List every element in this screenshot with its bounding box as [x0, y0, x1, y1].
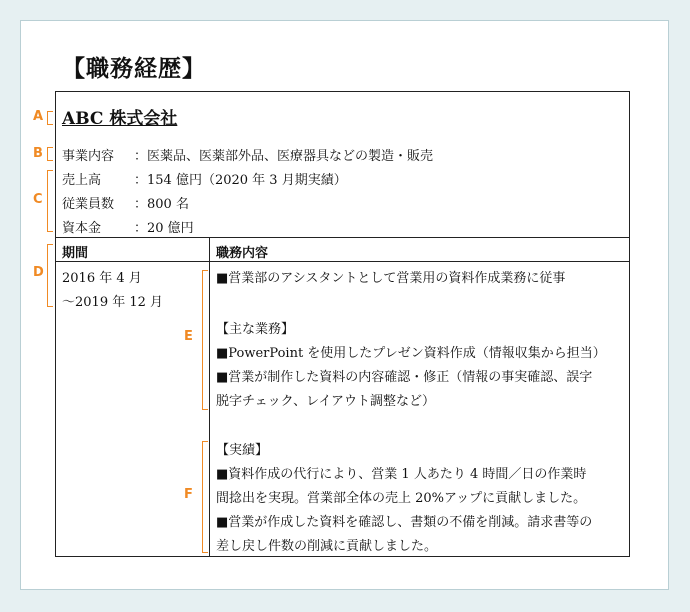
business-row — [62, 145, 433, 164]
sales-label: 売上高 — [62, 173, 102, 188]
main-task-line: 脱字チェック、レイアウト調整など） — [216, 394, 436, 409]
main-task-line: ■営業が制作した資料の内容確認・修正（情報の事実確認、誤字 — [216, 370, 593, 385]
business-label: 事業内容 — [62, 149, 115, 164]
sales-value: ：154 億円（2020 年 3 月期実績） — [134, 173, 347, 188]
bracket-f — [202, 441, 208, 553]
table-header-rule — [55, 261, 630, 262]
period-header: 期間 — [62, 246, 89, 261]
marker-b: B — [33, 146, 43, 161]
bracket-c — [47, 170, 53, 232]
result-line: 間捻出を実現。営業部全体の売上 20%アップに貢献しました。 — [216, 491, 587, 506]
main-task-line: ■PowerPoint を使用したプレゼン資料作成（情報収集から担当） — [216, 346, 606, 361]
business-value: ：医薬品、医薬部外品、医療器具などの製造・販売 — [134, 149, 434, 164]
bracket-e — [202, 270, 208, 410]
period-end: ～2019 年 12 月 — [62, 295, 164, 310]
capital-label: 資本金 — [62, 221, 102, 236]
capital-value: ：20 億円 — [134, 221, 194, 236]
bracket-d — [47, 244, 53, 307]
employees-value: ：800 名 — [134, 197, 189, 212]
main-tasks-title: 【主な業務】 — [216, 322, 295, 337]
sales-row — [62, 169, 347, 188]
marker-c: C — [33, 192, 43, 207]
company-name: ABC 株式会社 — [62, 109, 178, 129]
duties-header: 職務内容 — [216, 246, 269, 261]
capital-row — [62, 217, 194, 236]
marker-f: F — [184, 487, 193, 502]
table-column-divider — [209, 237, 210, 557]
marker-e: E — [184, 329, 193, 344]
results-title: 【実績】 — [216, 443, 269, 458]
result-line: ■資料作成の代行により、営業 1 人あたり 4 時間／日の作業時 — [216, 467, 587, 482]
period-start: 2016 年 4 月 — [62, 271, 142, 286]
bracket-b — [47, 147, 53, 161]
employees-label: 従業員数 — [62, 197, 115, 212]
marker-d: D — [33, 265, 44, 280]
table-top-rule — [55, 237, 630, 238]
section-heading: 【職務経歴】 — [62, 56, 206, 82]
bracket-a — [47, 111, 53, 125]
employees-row — [62, 193, 189, 212]
marker-a: A — [33, 109, 44, 124]
result-line: ■営業が作成した資料を確認し、書類の不備を削減。請求書等の — [216, 515, 593, 530]
duty-summary: ■営業部のアシスタントとして営業用の資料作成業務に従事 — [216, 271, 566, 286]
result-line: 差し戻し件数の削減に貢献しました。 — [216, 539, 438, 554]
